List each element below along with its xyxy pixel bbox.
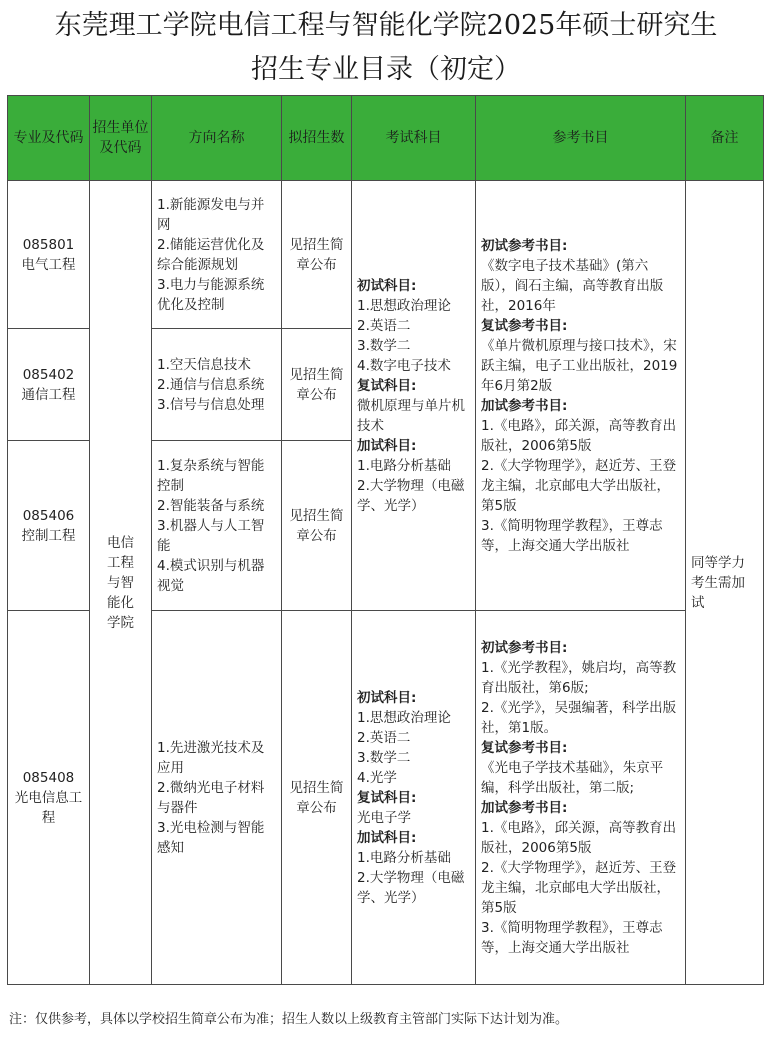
exam-item: 2.英语二 <box>357 729 411 746</box>
book-item: 《光电子学技术基础》，朱京平编，科学出版社，第二版; <box>481 759 664 796</box>
remark-cell <box>686 181 764 985</box>
table-row <box>8 181 764 329</box>
direction-item: 2.通信与信息系统 <box>157 376 265 393</box>
direction-item: 1.先进激光技术及应用 <box>157 739 265 776</box>
book-item: 2.《大学物理学》，赵近芳、王登龙主编，北京邮电大学出版社，第5版 <box>481 457 677 514</box>
exam-item: 3.数学二 <box>357 337 411 354</box>
major-code: 085402 <box>22 366 75 383</box>
books-cell-1 <box>476 181 686 611</box>
direction-item: 1.新能源发电与并网 <box>157 196 265 233</box>
exam-item: 1.思想政治理论 <box>357 297 451 314</box>
exam-item: 4.光学 <box>357 769 397 786</box>
books-initial-title: 初试参考书目: <box>481 639 568 656</box>
page-title <box>0 4 772 92</box>
exam-item: 微机原理与单片机技术 <box>357 397 465 434</box>
header-direction: 方向名称 <box>152 96 282 181</box>
direction-cell <box>152 181 282 329</box>
exam-retest-title: 复试科目: <box>357 377 417 394</box>
quota-cell <box>282 329 352 441</box>
quota-cell <box>282 181 352 329</box>
major-cell <box>8 441 90 611</box>
quota-text: 见招生简章公布 <box>289 507 344 544</box>
header-exam: 考试科目 <box>352 96 476 181</box>
header-major: 专业及代码 <box>8 96 90 181</box>
major-name: 通信工程 <box>21 386 76 403</box>
books-cell-2 <box>476 611 686 985</box>
exam-cell-2 <box>352 611 476 985</box>
direction-item: 3.信号与信息处理 <box>157 396 265 413</box>
header-row <box>8 96 764 181</box>
major-cell <box>8 611 90 985</box>
quota-cell <box>282 441 352 611</box>
direction-item: 3.机器人与人工智能 <box>157 517 265 554</box>
header-unit: 招生单位及代码 <box>90 96 152 181</box>
exam-item: 4.数字电子技术 <box>357 357 451 374</box>
footnote: 注：仅供参考，具体以学校招生简章公布为准；招生人数以上级教育主管部门实际下达计划为准。 <box>9 1012 569 1027</box>
exam-item: 1.电路分析基础 <box>357 457 451 474</box>
major-name: 电气工程 <box>21 256 76 273</box>
header-books: 参考书目 <box>476 96 686 181</box>
direction-item: 1.复杂系统与智能控制 <box>157 457 265 494</box>
direction-cell <box>152 329 282 441</box>
books-retest-title: 复试参考书目: <box>481 739 568 756</box>
exam-extra-title: 加试科目: <box>357 829 417 846</box>
header-remark: 备注 <box>686 96 764 181</box>
book-item: 1.《电路》，邱关源，高等教育出版社，2006第5版 <box>481 417 677 454</box>
book-item: 《单片微机原理与接口技术》，宋跃主编，电子工业出版社，2019年6月第2版 <box>481 337 678 394</box>
exam-retest-title: 复试科目: <box>357 789 417 806</box>
major-name: 光电信息工程 <box>14 789 83 826</box>
exam-initial-title: 初试科目: <box>357 689 417 706</box>
major-code: 085406 <box>22 507 75 524</box>
exam-item: 2.英语二 <box>357 317 411 334</box>
book-item: 1.《电路》，邱关源，高等教育出版社，2006第5版 <box>481 819 677 856</box>
books-extra-title: 加试参考书目: <box>481 799 568 816</box>
direction-item: 3.电力与能源系统优化及控制 <box>157 276 265 313</box>
enrollment-table <box>7 95 764 985</box>
major-code: 085801 <box>22 236 75 253</box>
direction-item: 2.储能运营优化及综合能源规划 <box>157 236 265 273</box>
book-item: 2.《光学》，吴强编著，科学出版社，第1版。 <box>481 699 677 736</box>
book-item: 3.《简明物理学教程》，王尊志等，上海交通大学出版社 <box>481 517 663 554</box>
major-name: 控制工程 <box>21 527 76 544</box>
exam-initial-title: 初试科目: <box>357 277 417 294</box>
header-quota: 拟招生数 <box>282 96 352 181</box>
major-cell <box>8 329 90 441</box>
title-line-1: 东莞理工学院电信工程与智能化学院2025年硕士研究生 <box>54 10 718 41</box>
direction-item: 2.微纳光电子材料与器件 <box>157 779 265 816</box>
quota-cell <box>282 611 352 985</box>
major-cell <box>8 181 90 329</box>
book-item: 《数字电子技术基础》(第六版），阎石主编，高等教育出版社，2016年 <box>481 257 664 314</box>
remark-text: 同等学力考生需加试 <box>691 554 745 611</box>
exam-item: 1.思想政治理论 <box>357 709 451 726</box>
exam-extra-title: 加试科目: <box>357 437 417 454</box>
quota-text: 见招生简章公布 <box>289 779 344 816</box>
direction-item: 4.模式识别与机器视觉 <box>157 557 265 594</box>
books-extra-title: 加试参考书目: <box>481 397 568 414</box>
major-code: 085408 <box>22 769 75 786</box>
unit-name: 电信工程与智能化学院 <box>107 534 134 631</box>
exam-item: 3.数学二 <box>357 749 411 766</box>
direction-item: 1.空天信息技术 <box>157 356 251 373</box>
exam-item: 1.电路分析基础 <box>357 849 451 866</box>
book-item: 3.《简明物理学教程》，王尊志等，上海交通大学出版社 <box>481 919 663 956</box>
exam-item: 2.大学物理（电磁学、光学） <box>357 477 465 514</box>
unit-cell <box>90 181 152 985</box>
book-item: 2.《大学物理学》，赵近芳、王登龙主编，北京邮电大学出版社，第5版 <box>481 859 677 916</box>
exam-item: 2.大学物理（电磁学、光学） <box>357 869 465 906</box>
books-retest-title: 复试参考书目: <box>481 317 568 334</box>
books-initial-title: 初试参考书目: <box>481 237 568 254</box>
title-line-2: 招生专业目录（初定） <box>251 54 521 85</box>
quota-text: 见招生简章公布 <box>289 236 344 273</box>
exam-item: 光电子学 <box>357 809 411 826</box>
quota-text: 见招生简章公布 <box>289 366 344 403</box>
direction-item: 3.光电检测与智能感知 <box>157 819 265 856</box>
book-item: 1.《光学教程》，姚启均，高等教育出版社，第6版; <box>481 659 677 696</box>
direction-item: 2.智能装备与系统 <box>157 497 265 514</box>
exam-cell-1 <box>352 181 476 611</box>
direction-cell <box>152 441 282 611</box>
direction-cell <box>152 611 282 985</box>
